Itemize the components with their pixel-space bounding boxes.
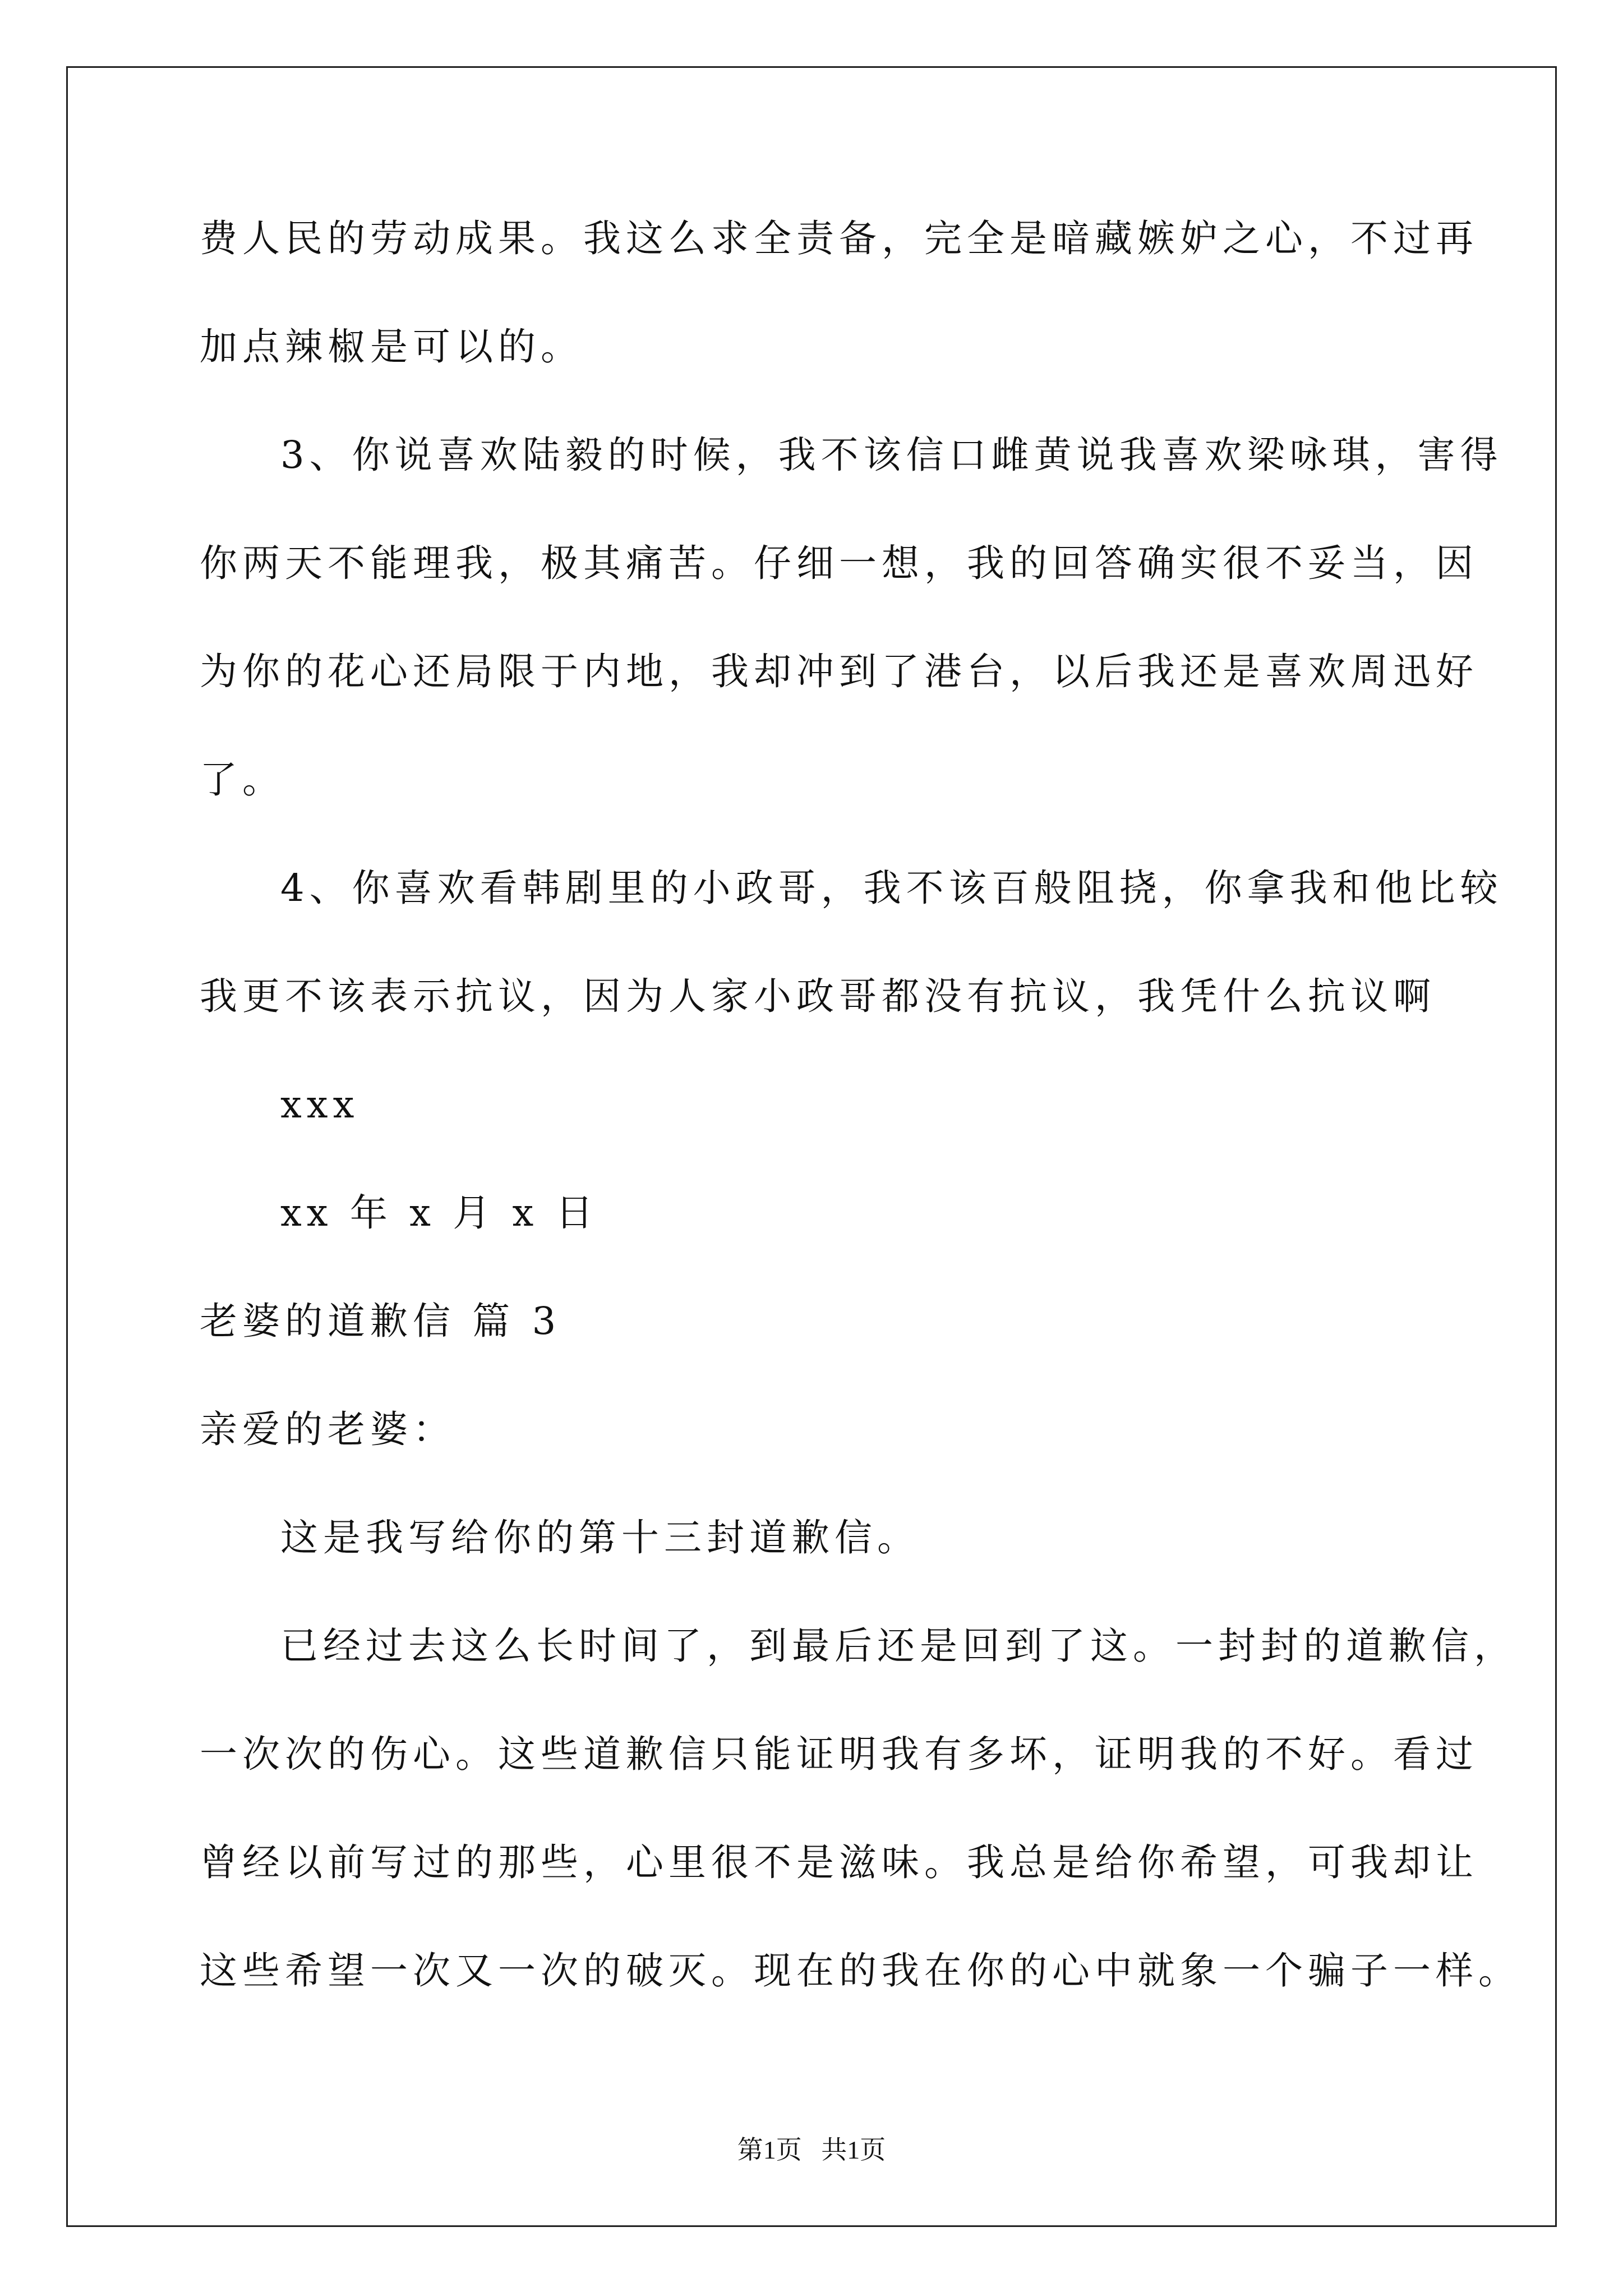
signature-date: xx 年 x 月 x 日	[280, 1191, 598, 1235]
document-body	[200, 217, 1521, 2060]
page-number-footer: 第1页 共1页	[737, 2136, 886, 2164]
paragraph-line: 3、你说喜欢陆毅的时候，我不该信口雌黄说我喜欢梁咏琪，害得	[280, 433, 1503, 477]
paragraph-line: 这些希望一次又一次的破灭。现在的我在你的心中就象一个骗子一样。	[200, 1949, 1521, 1993]
paragraph-line: 一次次的伤心。这些道歉信只能证明我有多坏，证明我的不好。看过	[200, 1732, 1478, 1776]
paragraph-line: 了。	[200, 758, 285, 802]
salutation: 亲爱的老婆：	[200, 1407, 455, 1451]
paragraph-line: 费人民的劳动成果。我这么求全责备，完全是暗藏嫉妒之心，不过再	[200, 217, 1478, 260]
paragraph-line: 已经过去这么长时间了，到最后还是回到了这。一封封的道歉信，	[280, 1624, 1516, 1668]
paragraph-line: 加点辣椒是可以的。	[200, 325, 583, 369]
paragraph-line: 我更不该表示抗议，因为人家小政哥都没有抗议，我凭什么抗议啊	[200, 974, 1436, 1018]
paragraph-line: 为你的花心还局限于内地，我却冲到了港台，以后我还是喜欢周迅好	[200, 650, 1478, 693]
paragraph-line: 你两天不能理我，极其痛苦。仔细一想，我的回答确实很不妥当，因	[200, 541, 1478, 585]
paragraph-line: 这是我写给你的第十三封道歉信。	[280, 1516, 920, 1559]
signature-name: xxx	[280, 1083, 359, 1126]
paragraph-line: 曾经以前写过的那些，心里很不是滋味。我总是给你希望，可我却让	[200, 1841, 1478, 1884]
section-heading: 老婆的道歉信 篇 3	[200, 1299, 561, 1343]
paragraph-line: 4、你喜欢看韩剧里的小政哥，我不该百般阻挠，你拿我和他比较	[280, 866, 1503, 910]
